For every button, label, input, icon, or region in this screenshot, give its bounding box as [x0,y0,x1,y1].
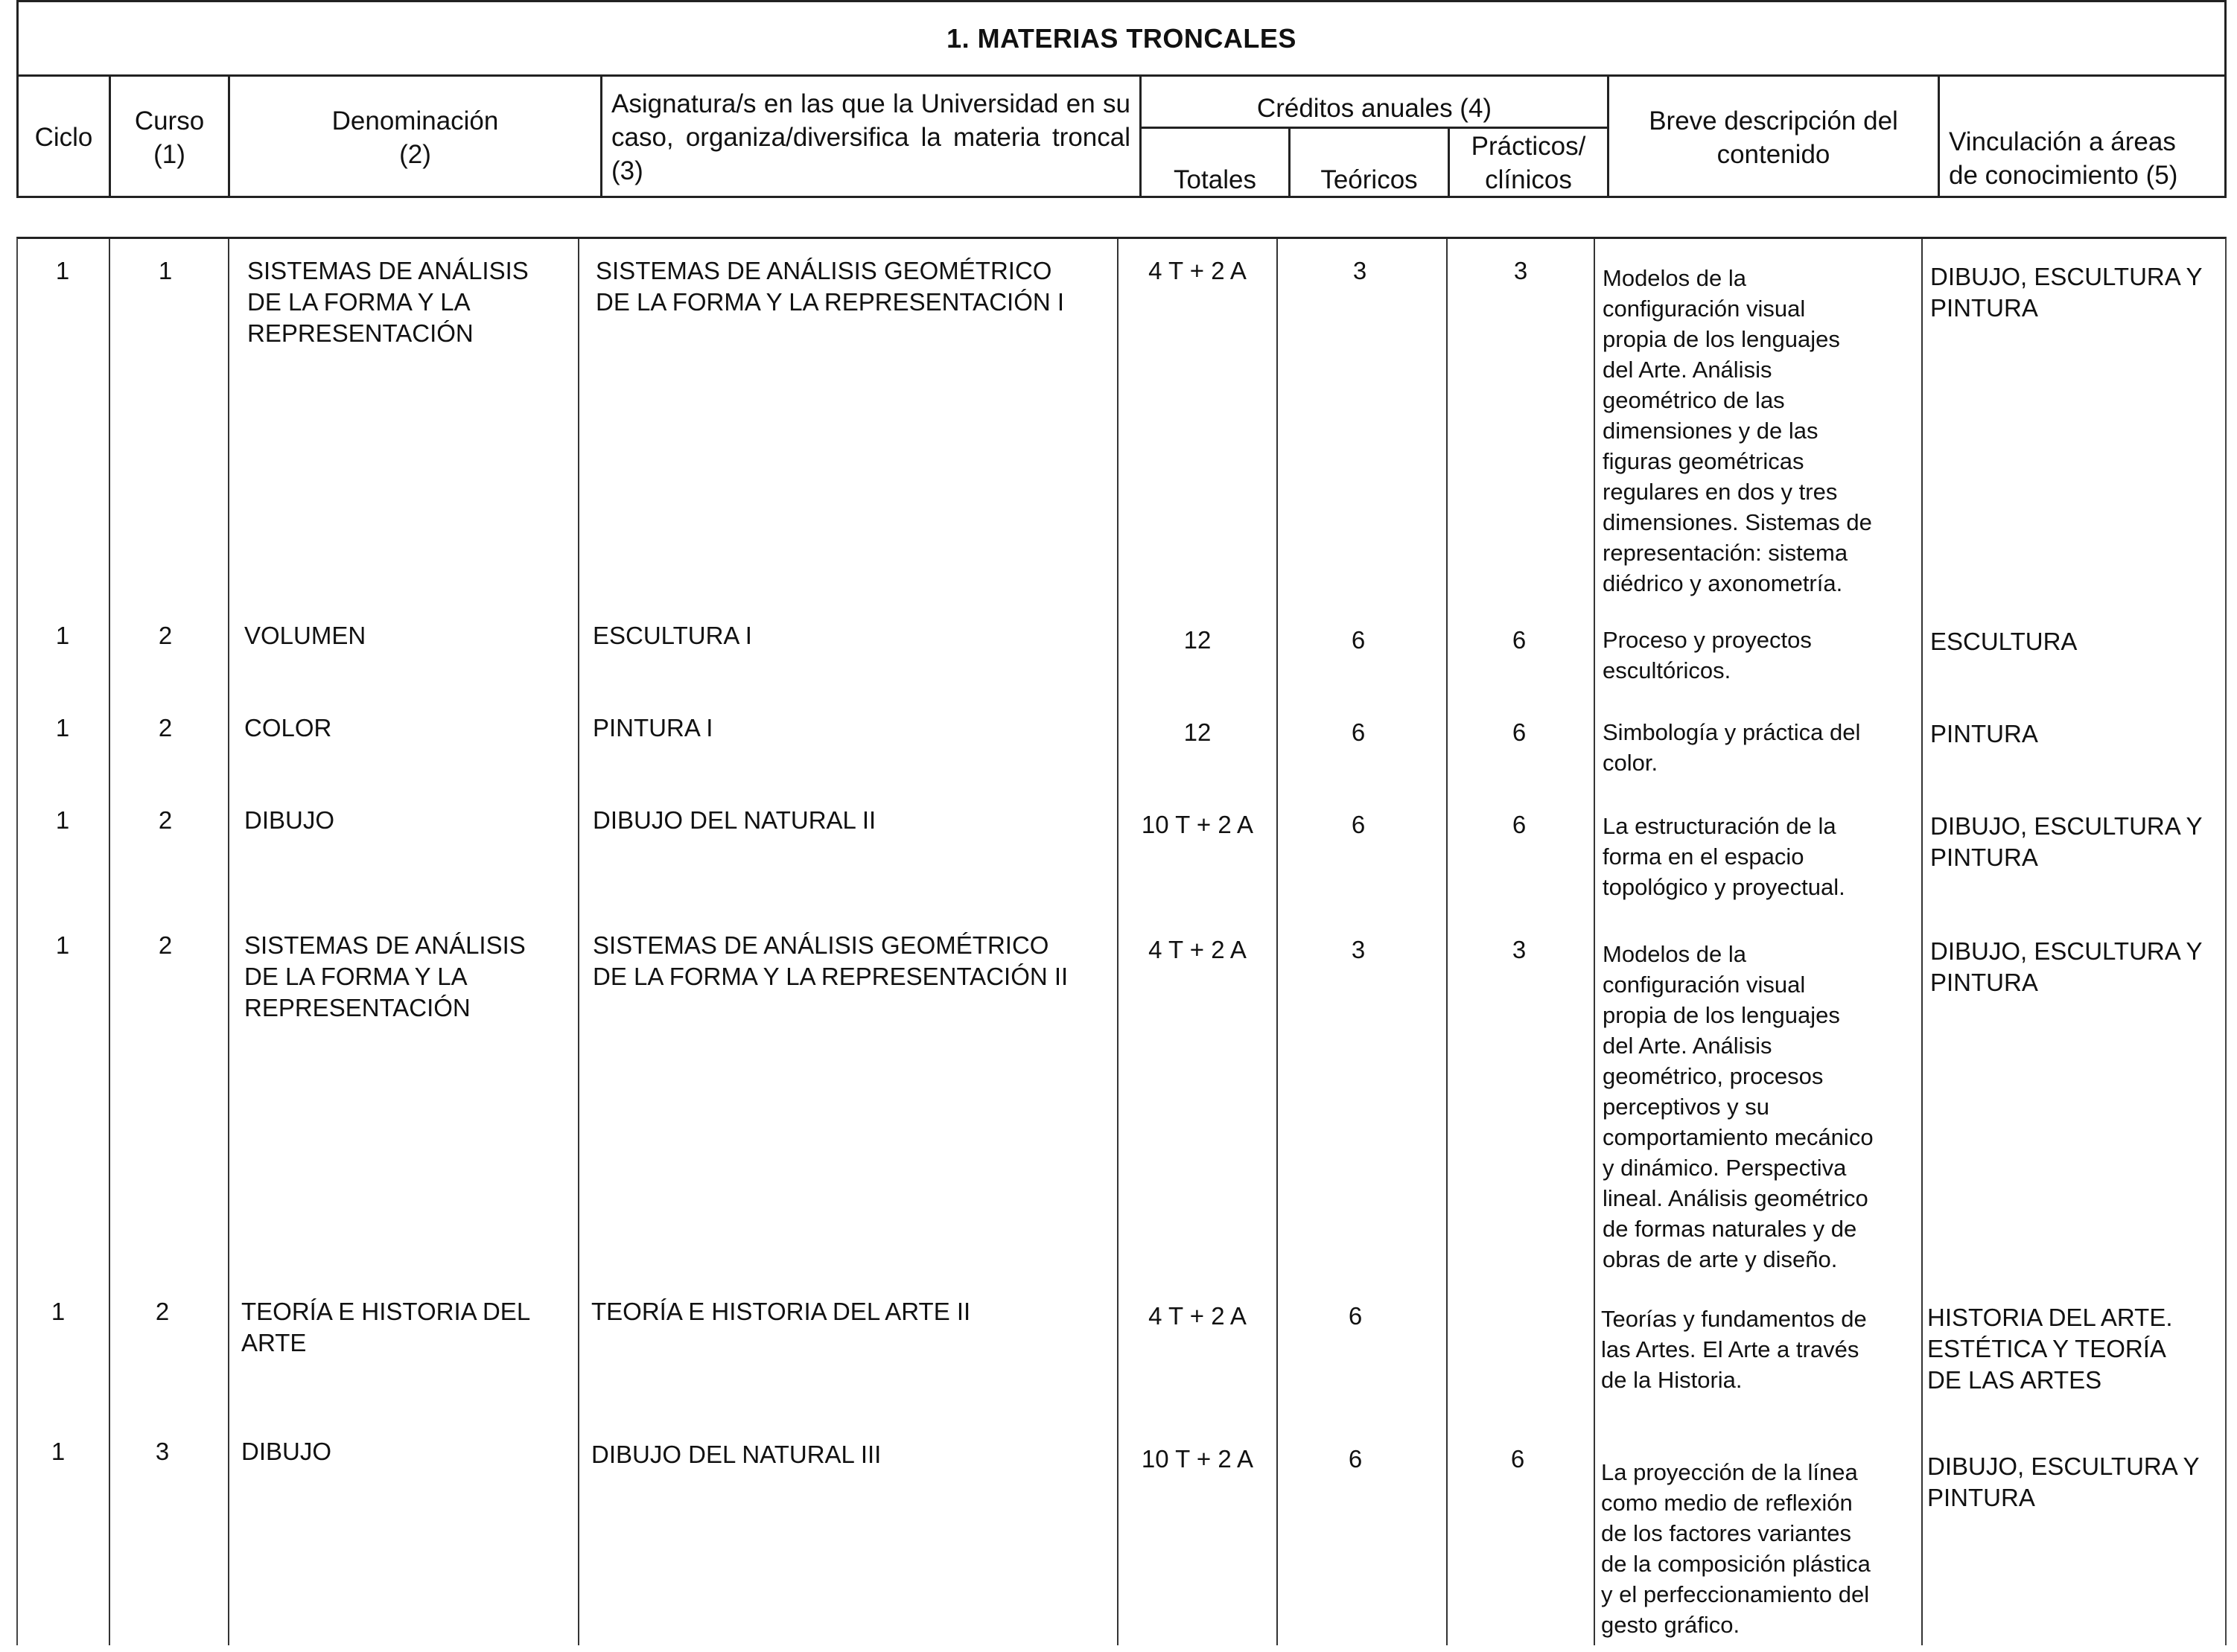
cell-practicos: 6 [1512,626,1527,654]
column-divider [109,239,110,1645]
column-divider [578,239,579,1645]
header-descripcion [1609,77,1940,198]
cell-totales: 10 T + 2 A [1141,811,1254,838]
cell-asignatura: DIBUJO DEL NATURAL II [593,806,876,834]
header-vinculacion-label: Vinculación a áreas de conocimiento (5) [1949,127,2178,190]
cell-descripcion: La proyección de la línea como medio de reflexión de los factores variantes de la composición plástica y el perfeccionamiento del gesto gráfico. [1601,1459,1871,1638]
cell-teoricos: 6 [1351,718,1366,746]
cell-denominacion: SISTEMAS DE ANÁLISIS DE LA FORMA Y LA REPRESENTACIÓN [247,257,529,347]
table-title: 1. MATERIAS TRONCALES [19,2,2224,77]
cell-asignatura: ESCULTURA I [593,622,752,649]
cell-asignatura: SISTEMAS DE ANÁLISIS GEOMÉTRICO DE LA FORMA Y LA REPRESENTACIÓN II [593,931,1069,990]
header-descripcion-label: Breve descripción del contenido [1649,106,1898,169]
header-creditos-label: Créditos anuales (4) [1142,77,1607,129]
cell-denominacion: SISTEMAS DE ANÁLISIS DE LA FORMA Y LA REPRESENTACIÓN [244,931,526,1021]
cell-ciclo: 1 [55,931,70,959]
cell-descripcion: La estructuración de la forma en el espacio topológico y proyectual. [1603,813,1845,900]
cell-ciclo: 1 [55,806,70,834]
cell-asignatura: SISTEMAS DE ANÁLISIS GEOMÉTRICO DE LA FORMA Y LA REPRESENTACIÓN I [596,257,1065,316]
header-curso [111,77,230,198]
cell-totales: 4 T + 2 A [1148,257,1247,284]
column-divider [1921,239,1923,1645]
cell-totales: 12 [1183,626,1212,654]
cell-vinculacion: DIBUJO, ESCULTURA Y PINTURA [1930,263,2203,322]
header-practicos: Prácticos/ clínicos [1471,132,1586,194]
cell-teoricos: 6 [1348,1302,1363,1330]
cell-practicos: 6 [1510,1445,1525,1473]
cell-curso: 2 [158,622,173,649]
table-body [16,237,2227,1645]
cell-descripcion: Modelos de la configuración visual propia de los lenguajes del Arte. Análisis geométrico, procesos perceptivos y su comportamiento mecánico y dinámico. Perspectiva lineal. Análisis geométrico de formas naturales y de obras de arte y diseño. [1603,941,1874,1272]
cell-denominacion: VOLUMEN [244,622,366,649]
header-ciclo-label: Ciclo [34,123,93,152]
cell-curso: 2 [158,714,173,742]
cell-descripcion: Proceso y proyectos escultóricos. [1603,627,1812,683]
cell-totales: 4 T + 2 A [1148,1302,1247,1330]
header-teoricos: Teóricos [1291,129,1450,198]
cell-vinculacion: ESCULTURA [1930,628,2078,655]
cell-curso: 2 [155,1298,170,1325]
cell-ciclo: 1 [55,622,70,649]
cell-descripcion: Teorías y fundamentos de las Artes. El Arte a través de la Historia. [1601,1306,1867,1393]
header-denominacion-label: Denominación (2) [331,106,499,169]
header-ciclo [19,77,111,198]
column-divider [1276,239,1278,1645]
cell-descripcion: Modelos de la configuración visual propia de los lenguajes del Arte. Análisis geométrico de las dimensiones y de las figuras geométricas regulares en dos y tres dimensiones. Sistemas de representación: sistema diédrico y axonometría. [1603,265,1872,596]
cell-asignatura: DIBUJO DEL NATURAL III [591,1441,882,1468]
header-totales: Totales [1142,129,1291,198]
column-divider [1117,239,1118,1645]
header-asignatura [602,77,1142,198]
cell-asignatura: TEORÍA E HISTORIA DEL ARTE II [591,1298,971,1325]
cell-practicos: 3 [1513,257,1528,284]
header-asignatura-label: Asignatura/s en las que la Universidad en su caso, organiza/diversifica la materia troncal (3) [611,89,1130,185]
cell-totales: 4 T + 2 A [1148,936,1247,963]
cell-vinculacion: DIBUJO, ESCULTURA Y PINTURA [1930,812,2203,871]
cell-curso: 1 [158,257,173,284]
cell-teoricos: 6 [1351,626,1366,654]
cell-vinculacion: DIBUJO, ESCULTURA Y PINTURA [1927,1452,2200,1511]
cell-curso: 2 [158,806,173,834]
column-divider [1594,239,1595,1645]
cell-asignatura: PINTURA I [593,714,713,742]
cell-totales: 10 T + 2 A [1141,1445,1254,1473]
cell-curso: 3 [155,1438,170,1465]
cell-practicos: 6 [1512,718,1527,746]
cell-vinculacion: DIBUJO, ESCULTURA Y PINTURA [1930,937,2203,996]
cell-ciclo: 1 [55,714,70,742]
table-header [16,0,2227,198]
column-divider [228,239,229,1645]
cell-practicos: 6 [1512,811,1527,838]
cell-denominacion: COLOR [244,714,332,742]
cell-vinculacion: HISTORIA DEL ARTE. ESTÉTICA Y TEORÍA DE LAS ARTES [1927,1304,2173,1394]
header-vinculacion [1940,77,2224,198]
cell-curso: 2 [158,931,173,959]
cell-ciclo: 1 [55,257,70,284]
cell-denominacion: DIBUJO [241,1438,332,1465]
cell-ciclo: 1 [51,1298,66,1325]
cell-teoricos: 6 [1348,1445,1363,1473]
cell-teoricos: 6 [1351,811,1366,838]
cell-descripcion: Simbología y práctica del color. [1603,719,1861,776]
header-curso-label: Curso (1) [134,106,205,169]
cell-denominacion: DIBUJO [244,806,335,834]
cell-denominacion: TEORÍA E HISTORIA DEL ARTE [241,1298,531,1356]
cell-teoricos: 3 [1351,936,1366,963]
cell-ciclo: 1 [51,1438,66,1465]
header-denominacion [230,77,602,198]
cell-teoricos: 3 [1352,257,1367,284]
cell-totales: 12 [1183,718,1212,746]
column-divider [1446,239,1448,1645]
cell-vinculacion: PINTURA [1930,720,2038,747]
header-creditos [1142,77,1609,198]
cell-practicos: 3 [1512,936,1527,963]
